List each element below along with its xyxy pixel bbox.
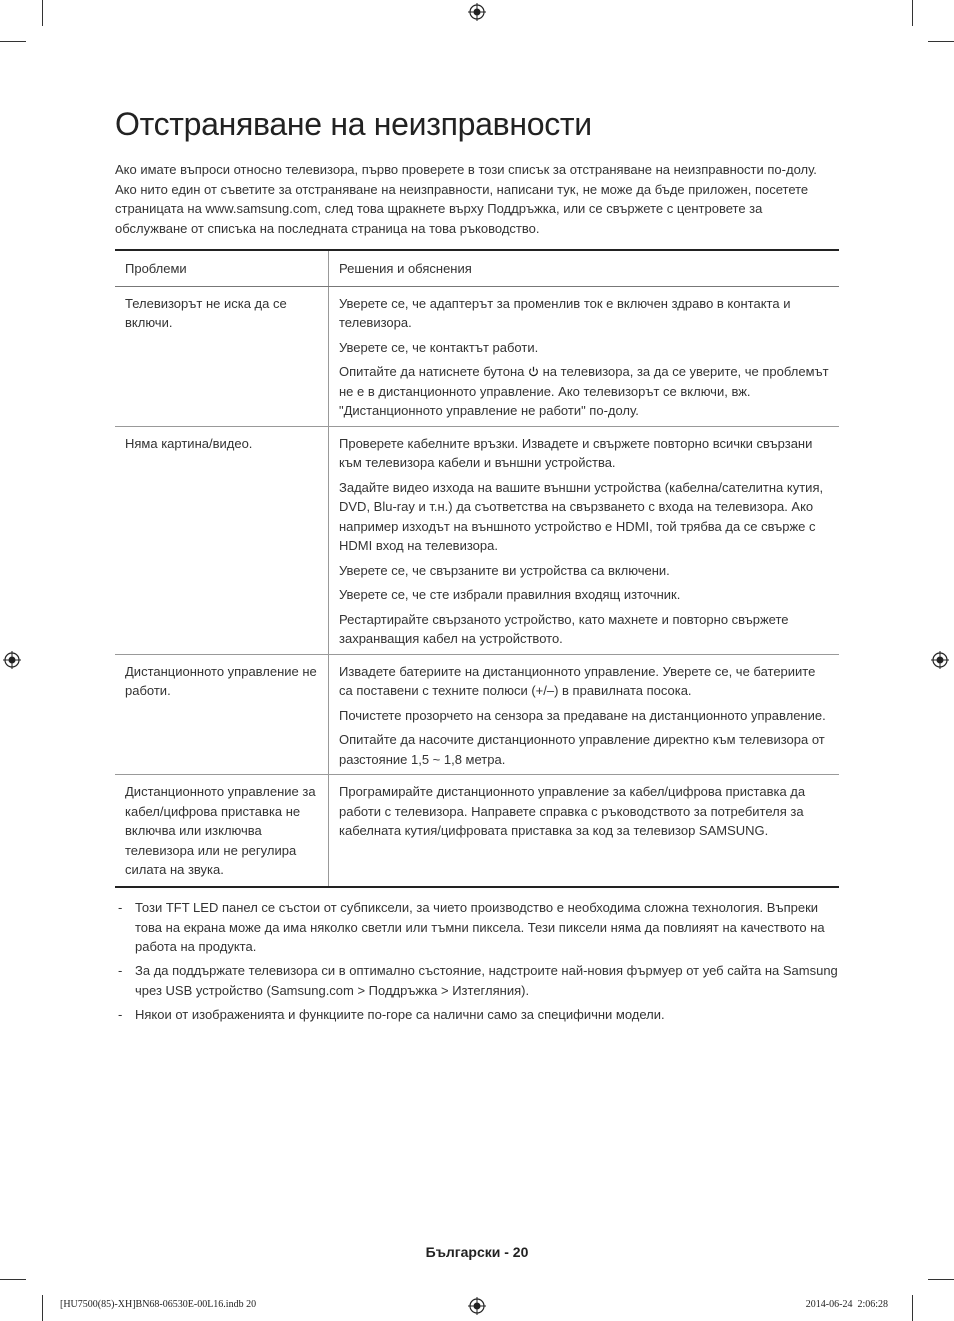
note-item bbox=[115, 961, 839, 1000]
crop-mark bbox=[912, 0, 913, 26]
solution-text: Уверете се, че сте избрали правилния входящ източник. bbox=[339, 587, 681, 602]
footer-file-info: [HU7500(85)-XH]BN68-06530E-00L16.indb 20 bbox=[60, 1299, 257, 1310]
crop-mark bbox=[42, 0, 43, 26]
solution-text: Почистете прозорчето на сензора за предаване на дистанционното управление. bbox=[339, 707, 826, 723]
crop-mark bbox=[912, 1295, 913, 1321]
notes-list bbox=[115, 898, 839, 1029]
problem-cell: Няма картина/видео. bbox=[115, 426, 329, 654]
solution-text: Задайте видео изхода на вашите външни устройства (кабелна/сателитна кутия, DVD, Blu-ray и т.н.) да съответства на свързването с входа на телевизора. Ако например изходът на външното устройство е HDMI, той трябва да се свърже с HDMI вход на телевизора. bbox=[339, 479, 824, 553]
registration-mark-icon bbox=[468, 3, 486, 21]
power-icon bbox=[528, 366, 539, 377]
crop-mark bbox=[928, 1279, 954, 1280]
solutions-cell bbox=[329, 286, 840, 426]
note-text: Някои от изображенията и функциите по-горе са налични само за специфични модели. bbox=[135, 1006, 665, 1022]
solutions-cell bbox=[329, 426, 840, 654]
table-row bbox=[115, 775, 839, 887]
page-number: Български - 20 bbox=[425, 1244, 529, 1260]
note-item bbox=[115, 898, 839, 957]
solution-text bbox=[339, 362, 829, 421]
crop-mark bbox=[928, 41, 954, 42]
note-dash: - bbox=[118, 1006, 123, 1022]
solution-text: Извадете батериите на дистанционното управление. Уверете се, че батериите са поставени с техните полюси (+/–) в правилната посока. bbox=[339, 663, 816, 698]
column-header-problems: Проблеми bbox=[115, 250, 329, 286]
intro-paragraph: Ако имате въпроси относно телевизора, първо проверете в този списък за отстраняване на неизправности по-долу. Ако нито един от съветите за отстраняване на неизправности, написани тук, не може да бъде приложен, посетете страницата на www.samsung.com, след това щракнете върху Поддръжка, или се свържете с центровете за обслужване от списъка на последната страница на това ръководство. bbox=[115, 162, 817, 237]
table-row bbox=[115, 286, 839, 426]
solution-text: Програмирайте дистанционното управление за кабел/цифрова приставка да работи с телевизора. Направете справка с ръководството за потребителя за кабелната кутия/цифровата приставка за код за телевизор SAMSUNG. bbox=[339, 784, 806, 838]
crop-mark bbox=[0, 41, 26, 42]
solution-text: Рестартирайте свързаното устройство, като махнете и повторно свържете захранващия кабел на устройството. bbox=[339, 611, 789, 646]
table-header-row bbox=[115, 250, 839, 286]
column-header-solutions: Решения и обяснения bbox=[329, 250, 840, 286]
problem-cell: Дистанционното управление не работи. bbox=[115, 654, 329, 775]
note-text: За да поддържате телевизора си в оптимално състояние, надстроите най-новия фърмуер от уеб сайта на Samsung чрез USB устройство (Samsung.com > Поддръжка > Изтегляния). bbox=[135, 963, 838, 998]
note-dash: - bbox=[118, 963, 123, 978]
registration-mark-icon bbox=[3, 651, 21, 669]
solution-text: Проверете кабелните връзки. Извадете и свържете повторно всички свързани към телевизора кабели и външни устройства. bbox=[339, 435, 813, 470]
problem-cell: Телевизорът не иска да се включи. bbox=[115, 286, 329, 426]
solution-text: Опитайте да насочите дистанционното управление директно към телевизора от разстояние 1,5 ~ 1,8 метра. bbox=[339, 732, 825, 767]
crop-mark bbox=[42, 1295, 43, 1321]
solution-text: Уверете се, че контактът работи. bbox=[339, 339, 539, 355]
note-item bbox=[115, 1005, 839, 1025]
crop-mark bbox=[0, 1279, 26, 1280]
solution-text: Уверете се, че адаптерът за променлив ток е включен здраво в контакта и телевизора. bbox=[339, 295, 791, 330]
solution-text-part: Опитайте да натиснете бутона bbox=[339, 364, 525, 379]
note-text: Този TFT LED панел се състои от субпиксели, за чието производство е необходима сложна технология. Въпреки това на екрана може да има няколко светли или тъмни пиксела. Тези пиксели няма да повлияят на качеството на работа на продукта. bbox=[135, 900, 825, 954]
table-row bbox=[115, 426, 839, 654]
table-row bbox=[115, 654, 839, 775]
solution-text: Уверете се, че свързаните ви устройства са включени. bbox=[339, 562, 670, 578]
problem-cell: Дистанционното управление за кабел/цифрова приставка не включва или изключва телевизора или не регулира силата на звука. bbox=[115, 775, 329, 887]
note-dash: - bbox=[118, 900, 123, 915]
solution-text-part: на телевизора, за да се уверите, че проблемът не е в дистанционното управление. Ако телевизорът се включи, вж. "Дистанционното управление не работи" по-долу. bbox=[339, 364, 829, 418]
registration-mark-icon bbox=[468, 1297, 486, 1315]
footer-timestamp: 2014-06-24 ​ 2:06:28 bbox=[805, 1299, 888, 1310]
registration-mark-icon bbox=[931, 651, 949, 669]
solutions-cell bbox=[329, 775, 840, 887]
solutions-cell bbox=[329, 654, 840, 775]
troubleshooting-table bbox=[115, 249, 839, 888]
page-title: Отстраняване на неизправности bbox=[115, 106, 592, 142]
